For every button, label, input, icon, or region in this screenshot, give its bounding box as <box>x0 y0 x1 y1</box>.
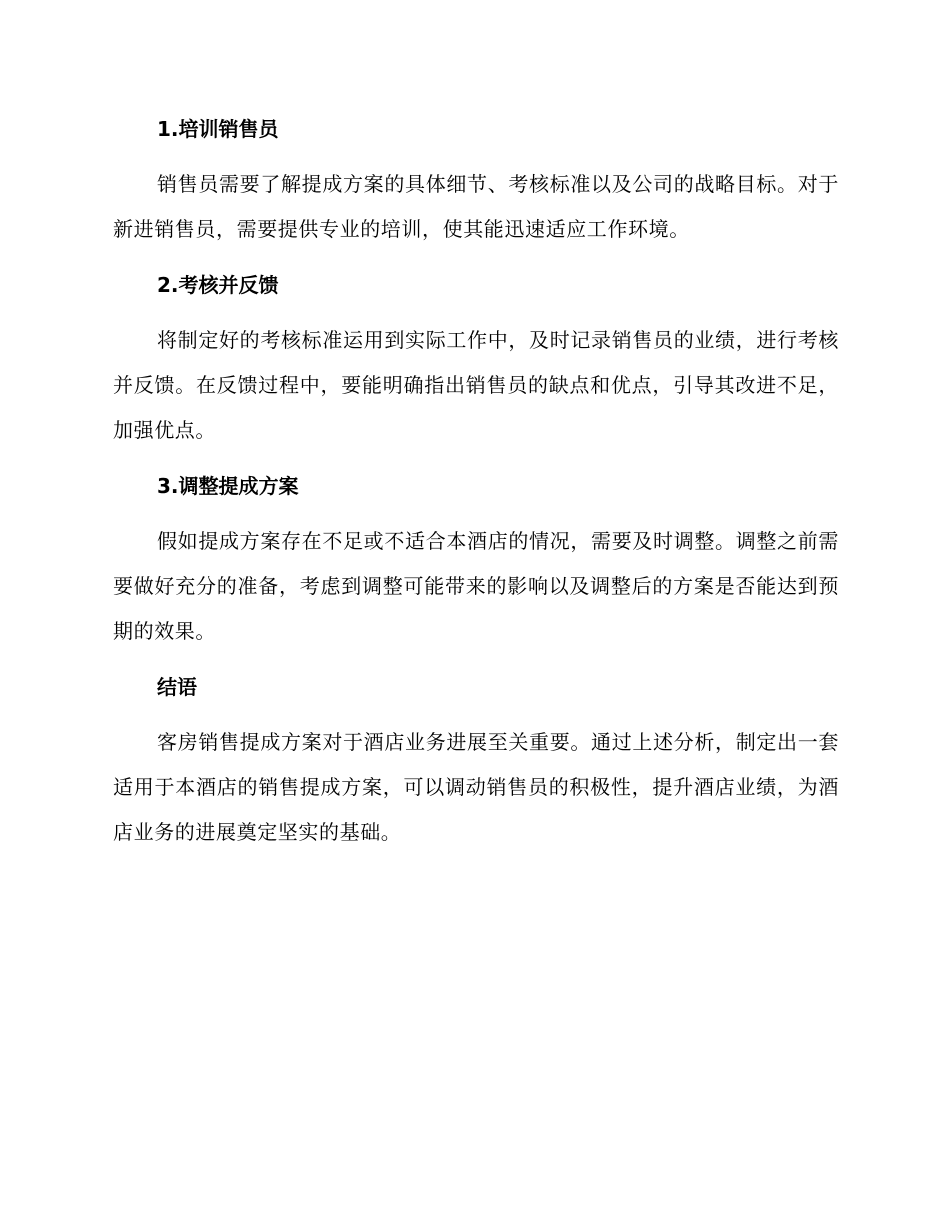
section-body-assessment: 将制定好的考核标准运用到实际工作中，及时记录销售员的业绩，进行考核并反馈。在反馈过程中，要能明确指出销售员的缺点和优点，引导其改进不足，加强优点。 <box>113 328 839 442</box>
section-heading-conclusion: 结语 <box>157 675 197 699</box>
section-heading-assessment: 2.考核并反馈 <box>157 273 279 297</box>
section-heading-adjust-plan: 3.调整提成方案 <box>157 474 299 498</box>
document-content <box>113 110 839 869</box>
section-body-adjust-plan: 假如提成方案存在不足或不适合本酒店的情况，需要及时调整。调整之前需要做好充分的准备，考虑到调整可能带来的影响以及调整后的方案是否能达到预期的效果。 <box>113 529 839 643</box>
section-body-conclusion: 客房销售提成方案对于酒店业务进展至关重要。通过上述分析，制定出一套适用于本酒店的销售提成方案，可以调动销售员的积极性，提升酒店业绩，为酒店业务的进展奠定坚实的基础。 <box>113 730 839 844</box>
section-body-training: 销售员需要了解提成方案的具体细节、考核标准以及公司的战略目标。对于新进销售员，需要提供专业的培训，使其能迅速适应工作环境。 <box>113 172 839 241</box>
section-heading-training: 1.培训销售员 <box>157 117 279 141</box>
